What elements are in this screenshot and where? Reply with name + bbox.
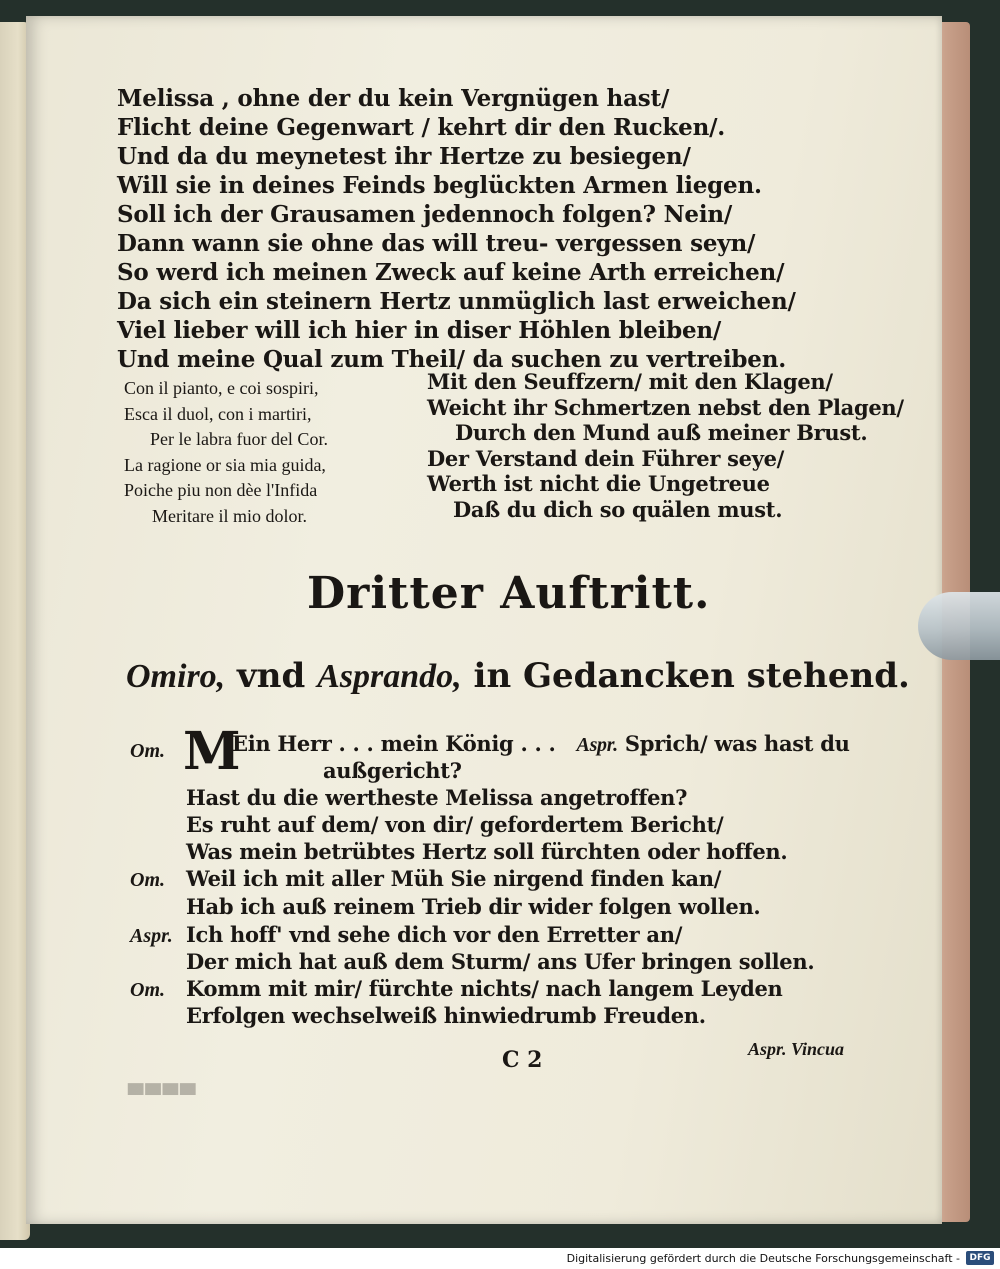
scene-title: Dritter Auftritt.	[307, 568, 711, 619]
dialogue-line: Der mich hat auß dem Sturm/ ans Ufer bringen sollen.	[186, 949, 815, 974]
cast-name-omiro: Omiro,	[126, 658, 226, 695]
speaker-label: Aspr.	[576, 734, 618, 756]
stage-direction: in Gedancken stehend.	[473, 656, 910, 696]
dialogue-line: Hast du die wertheste Melissa angetroffen?	[186, 785, 688, 810]
dialogue-line: Es ruht auf dem/ von dir/ gefordertem Bericht/	[186, 812, 724, 837]
signature-mark: C 2	[502, 1047, 543, 1073]
verse-line: So werd ich meinen Zweck auf keine Arth erreichen/	[117, 259, 785, 286]
verse-line: Flicht deine Gegenwart / kehrt dir den Rucken/.	[117, 114, 726, 141]
aria-german-line: Mit den Seuffzern/ mit den Klagen/	[427, 369, 833, 394]
aria-italian-line: Con il pianto, e coi sospiri,	[124, 378, 319, 398]
scene-cast	[126, 656, 910, 696]
verse-line: Und da du meynetest ihr Hertze zu besiegen/	[117, 143, 691, 170]
speaker-label: Om.	[130, 740, 165, 762]
speaker-label: Om.	[130, 979, 165, 1001]
dialogue-line: Erfolgen wechselweiß hinwiedrumb Freuden.	[186, 1003, 706, 1028]
verse-line: Melissa , ohne der du kein Vergnügen hast/	[117, 85, 670, 112]
aria-german-line: Werth ist nicht die Ungetreue	[427, 471, 770, 496]
dialogue-text: Sprich/ was hast du	[624, 731, 850, 756]
cast-name-asprando: Asprando,	[317, 658, 462, 695]
aria-german-line: Weicht ihr Schmertzen nebst den Plagen/	[427, 394, 904, 420]
verse-line: Und meine Qual zum Theil/ da suchen zu vertreiben.	[117, 346, 787, 373]
aria-german-column	[427, 369, 904, 522]
aria-italian-line: Esca il duol, con i martiri,	[124, 403, 312, 424]
footer-bar	[0, 1248, 1000, 1269]
aria-italian-line: Per le labra fuor del Cor.	[150, 429, 328, 449]
verse-line: Da sich ein steinern Hertz unmüglich last erweichen/	[117, 288, 796, 315]
dialogue-line: Weil ich mit aller Müh Sie nirgend finden kan/	[186, 866, 722, 891]
dialogue-line	[232, 730, 850, 760]
dialogue-line: außgericht?	[323, 758, 462, 783]
dialogue-line: Ich hoff' vnd sehe dich vor den Erretter an/	[186, 922, 683, 947]
cast-connector: vnd	[237, 656, 306, 696]
aria-italian-column	[124, 376, 328, 529]
catchword: Aspr. Vincua	[748, 1039, 845, 1059]
verse-line: Soll ich der Grausamen jedennoch folgen? Nein/	[117, 201, 733, 228]
speaker-label: Aspr.	[130, 925, 173, 947]
verse-line: Dann wann sie ohne das will treu- vergessen seyn/	[117, 230, 756, 257]
verse-block	[117, 84, 796, 374]
dialogue-line: Hab ich auß reinem Trieb dir wider folgen wollen.	[186, 894, 761, 919]
aria-german-line: Der Verstand dein Führer seye/	[427, 445, 785, 471]
verse-line: Viel lieber will ich hier in diser Höhlen bleiben/	[117, 317, 722, 344]
aria-german-line: Durch den Mund auß meiner Brust.	[455, 420, 868, 445]
aria-italian-line: La ragione or sia mia guida,	[124, 454, 326, 475]
dialogue-text: Ein Herr . . . mein König . . .	[232, 731, 556, 756]
footer-credit: Digitalisierung gefördert durch die Deutsche Forschungsgemeinschaft -	[566, 1252, 960, 1265]
aria-italian-line: Meritare il mio dolor.	[152, 505, 307, 526]
aria-italian-line: Poiche piu non dèe l'Infida	[124, 480, 318, 500]
speaker-label: Om.	[130, 869, 165, 891]
dialogue-line: Was mein betrübtes Hertz soll fürchten oder hoffen.	[186, 839, 788, 864]
drop-cap: M	[183, 721, 241, 782]
show-through-ink: ▀▀▀▀	[128, 1083, 198, 1107]
aria-german-line: Daß du dich so quälen must.	[453, 496, 783, 522]
dialogue-line: Komm mit mir/ fürchte nichts/ nach langem Leyden	[186, 976, 783, 1001]
page-clip	[918, 592, 1000, 660]
verse-line: Will sie in deines Feinds beglückten Armen liegen.	[117, 172, 762, 199]
dfg-logo: DFG	[966, 1251, 994, 1265]
